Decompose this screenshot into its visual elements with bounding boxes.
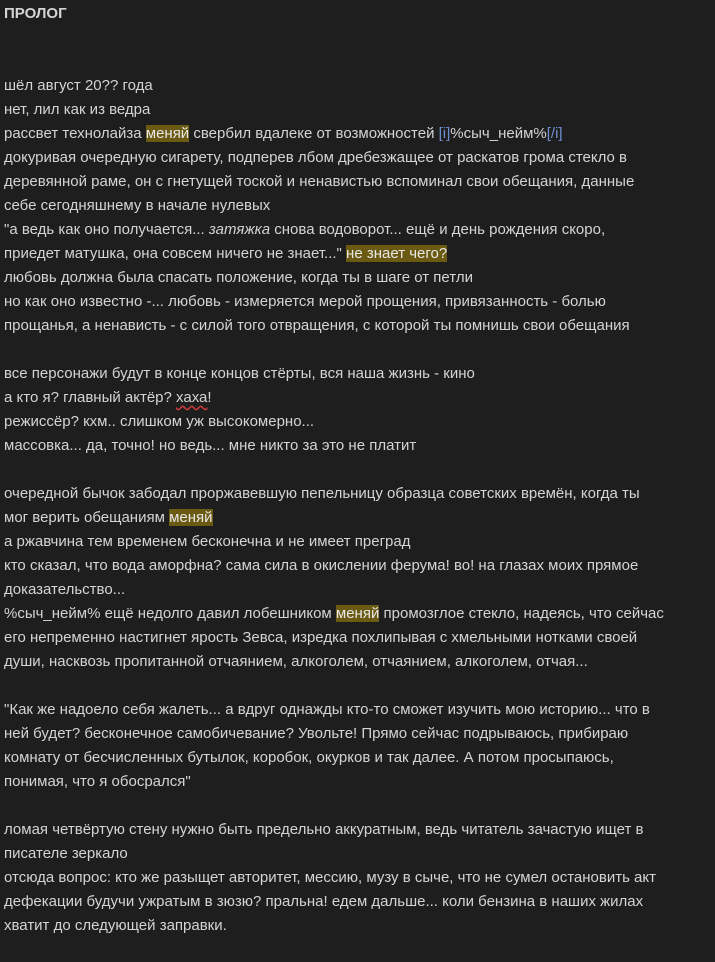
text-span: а ржавчина тем временем бесконечна и не имеет преград xyxy=(4,533,411,550)
text-line xyxy=(4,266,704,290)
text-span: хватит до следующей заправки. xyxy=(4,917,227,934)
text-line xyxy=(4,506,704,530)
text-line xyxy=(4,218,704,242)
document-title: ПРОЛОГ xyxy=(4,5,67,22)
text-line xyxy=(4,242,704,266)
text-line xyxy=(4,362,704,386)
text-line xyxy=(4,122,704,146)
text-line xyxy=(4,530,704,554)
text-span: кто сказал, что вода аморфна? сама сила в окислении ферума! во! на глазах моих прямое xyxy=(4,557,639,574)
paragraph xyxy=(4,74,704,338)
text-line xyxy=(4,914,704,938)
markup-tag: [/i] xyxy=(546,125,563,142)
text-span: ! xyxy=(207,389,212,406)
text-span: писателе зеркало xyxy=(4,845,128,862)
text-span: себе сегодняшнему в начале нулевых xyxy=(4,197,271,214)
text-span: отсюда вопрос: кто же разыщет авторитет, мессию, музу в сыче, что не сумел остановить акт xyxy=(4,869,657,886)
highlighted-word: меняй xyxy=(145,125,190,142)
text-span: комнату от бесчисленных бутылок, коробок, окурков и так далее. А потом просыпаюсь, xyxy=(4,749,614,766)
text-line xyxy=(4,98,704,122)
highlighted-word: меняй xyxy=(169,509,213,526)
markup-tag: [i] xyxy=(438,125,451,142)
text-span: промозглое стекло, надеясь, что сейчас xyxy=(379,605,664,622)
paragraph xyxy=(4,818,704,938)
text-span: рассвет технолайза xyxy=(4,125,146,142)
text-line xyxy=(4,386,704,410)
text-span: шёл август 20?? года xyxy=(4,77,153,94)
text-span: деревянной раме, он с гнетущей тоской и ненавистью вспоминал свои обещания, данные xyxy=(4,173,635,190)
highlighted-word: не знает чего? xyxy=(346,245,448,262)
text-line xyxy=(4,746,704,770)
text-line xyxy=(4,818,704,842)
document-body[interactable] xyxy=(4,74,704,962)
text-span: доказательство... xyxy=(4,581,126,598)
text-span: его непременно настигнет ярость Зевса, изредка похлипывая с хмельными нотками своей xyxy=(4,629,638,646)
highlighted-word: меняй xyxy=(335,605,380,622)
paragraph xyxy=(4,362,704,458)
text-span: свербил вдалеке от возможностей xyxy=(189,125,439,142)
text-span: приедет матушка, она совсем ничего не знает..." xyxy=(4,245,347,262)
text-span: "а ведь как оно получается... xyxy=(4,221,209,238)
text-span: дефекации будучи ужратым в зюзю? пральна! едем дальше... коли бензина в наших жилах xyxy=(4,893,644,910)
italic-text: затяжка xyxy=(208,221,271,238)
text-span: массовка... да, точно! но ведь... мне никто за это не платит xyxy=(4,437,417,454)
text-line xyxy=(4,698,704,722)
text-span: %сыч_нейм% ещё недолго давил лобешником xyxy=(4,605,336,622)
text-span: ломая четвёртую стену нужно быть предельно аккуратным, ведь читатель зачастую ищет в xyxy=(4,821,644,838)
text-line xyxy=(4,410,704,434)
text-line xyxy=(4,770,704,794)
paragraph xyxy=(4,698,704,794)
text-span: мог верить обещаниям xyxy=(4,509,170,526)
text-span: нет, лил как из ведра xyxy=(4,101,151,118)
text-span: а кто я? главный актёр? xyxy=(4,389,177,406)
text-line xyxy=(4,482,704,506)
text-span: докуривая очередную сигарету, подперев лбом дребезжащее от раскатов грома стекло в xyxy=(4,149,628,166)
text-line xyxy=(4,74,704,98)
text-span: все персонажи будут в конце концов стёрты, вся наша жизнь - кино xyxy=(4,365,475,382)
text-span: души, насквозь пропитанной отчаянием, алкоголем, отчаянием, алкоголем, отчая... xyxy=(4,653,588,670)
text-line xyxy=(4,890,704,914)
text-line xyxy=(4,170,704,194)
text-span: прощанья, а ненависть - с силой того отвращения, с которой ты помнишь свои обещания xyxy=(4,317,630,334)
text-span: любовь должна была спасать положение, когда ты в шаге от петли xyxy=(4,269,473,286)
text-line xyxy=(4,146,704,170)
text-line xyxy=(4,842,704,866)
misspelled-word: хаха xyxy=(176,389,208,406)
text-span: %сыч_нейм% xyxy=(450,125,547,142)
text-span: "Как же надоело себя жалеть... а вдруг однажды кто-то сможет изучить мою историю... что в xyxy=(4,701,650,718)
text-line xyxy=(4,194,704,218)
text-span: но как оно известно -... любовь - измеряется мерой прощения, привязанность - болью xyxy=(4,293,606,310)
text-line xyxy=(4,554,704,578)
text-span: снова водоворот... ещё и день рождения скоро, xyxy=(270,221,606,238)
text-span: режиссёр? кхм.. слишком уж высокомерно... xyxy=(4,413,315,430)
text-line xyxy=(4,602,704,626)
text-line xyxy=(4,866,704,890)
text-span: очередной бычок забодал проржавевшую пепельницу образца советских времён, когда ты xyxy=(4,485,640,502)
text-line xyxy=(4,434,704,458)
text-line xyxy=(4,626,704,650)
text-span: ней будет? бесконечное самобичевание? Увольте! Прямо сейчас подрываюсь, прибираю xyxy=(4,725,629,742)
text-line xyxy=(4,578,704,602)
paragraph xyxy=(4,482,704,674)
text-line xyxy=(4,314,704,338)
text-line xyxy=(4,722,704,746)
text-line xyxy=(4,290,704,314)
text-line xyxy=(4,650,704,674)
text-span: понимая, что я обосрался" xyxy=(4,773,191,790)
